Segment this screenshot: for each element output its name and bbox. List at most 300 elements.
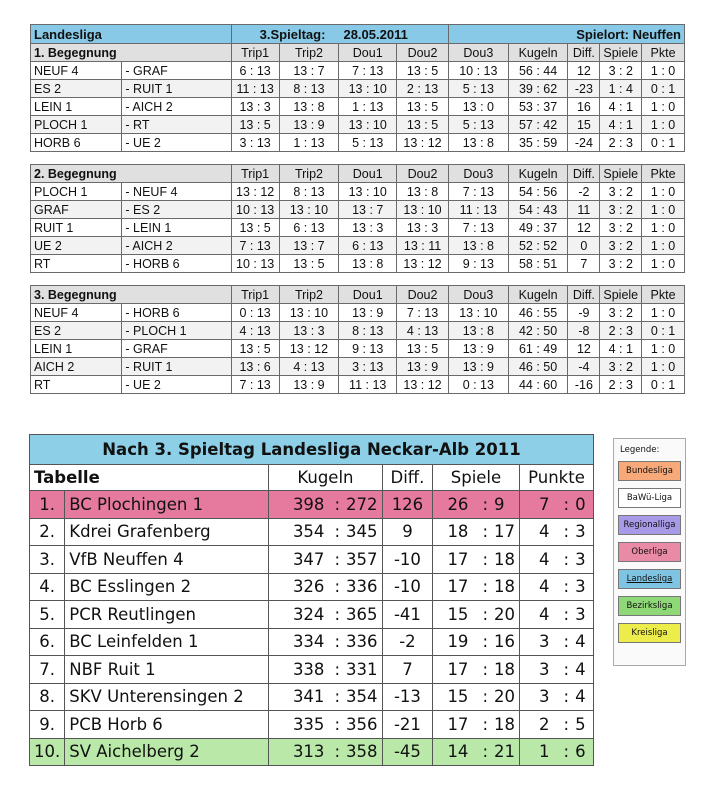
kugeln-against: 358 <box>346 742 378 762</box>
column-header: Dou2 <box>397 286 449 304</box>
kugeln-against-cell <box>326 738 382 766</box>
score-cell: 6 : 13 <box>279 219 339 237</box>
spiele-lost: 18 <box>494 577 515 597</box>
colon-separator: : <box>563 659 570 679</box>
round-label: 3.Spieltag: <box>259 26 326 42</box>
score-cell: 1 : 0 <box>642 304 685 322</box>
punkte-lost: 3 <box>575 604 586 624</box>
score-cell: 3 : 2 <box>600 304 642 322</box>
colon-separator: : <box>563 494 570 514</box>
kugeln-for: 338 <box>268 656 326 684</box>
away-team: - RUIT 1 <box>122 358 231 376</box>
column-header: Dou3 <box>448 165 508 183</box>
diff: -13 <box>382 683 432 711</box>
home-team: HORB 6 <box>31 134 122 152</box>
score-cell: 54 : 56 <box>508 183 568 201</box>
score-cell: 10 : 13 <box>231 255 279 273</box>
home-team: RT <box>31 255 122 273</box>
spiele-won: 15 <box>432 683 472 711</box>
kugeln-for: 347 <box>268 546 326 574</box>
away-team: - AICH 2 <box>122 237 231 255</box>
team-name: VfB Neuffen 4 <box>65 546 269 574</box>
home-team: NEUF 4 <box>31 304 122 322</box>
kugeln-against-cell <box>326 573 382 601</box>
team-name: BC Plochingen 1 <box>65 491 269 519</box>
punkte-lost-cell <box>554 518 594 546</box>
colon-separator: : <box>563 687 570 707</box>
score-cell: 0 : 1 <box>642 80 685 98</box>
match-row <box>31 62 685 80</box>
score-cell: 13 : 5 <box>397 340 449 358</box>
punkte-lost-cell <box>554 656 594 684</box>
kugeln-against-cell <box>326 518 382 546</box>
score-cell: 12 <box>568 62 600 80</box>
score-cell: 5 : 13 <box>339 134 397 152</box>
away-team: - PLOCH 1 <box>122 322 231 340</box>
score-cell: 13 : 3 <box>339 219 397 237</box>
score-cell: 4 : 13 <box>231 322 279 340</box>
diff: 9 <box>382 518 432 546</box>
match-day-header <box>31 25 685 44</box>
spiele-lost-cell <box>472 628 519 656</box>
score-cell: 5 : 13 <box>448 116 508 134</box>
colon-separator: : <box>482 714 488 734</box>
team-name: NBF Ruit 1 <box>65 656 269 684</box>
score-cell: 13 : 8 <box>448 322 508 340</box>
score-cell: 4 : 1 <box>600 340 642 358</box>
column-header: Kugeln <box>508 44 568 62</box>
kugeln-against-cell <box>326 628 382 656</box>
column-header: Trip1 <box>231 286 279 304</box>
colon-separator: : <box>563 714 570 734</box>
score-cell: 8 : 13 <box>339 322 397 340</box>
venue: Spielort: Neuffen <box>448 25 684 44</box>
spiele-lost: 20 <box>494 604 515 624</box>
score-cell: 42 : 50 <box>508 322 568 340</box>
kugeln-for: 326 <box>268 573 326 601</box>
spacer-cell <box>31 273 685 286</box>
away-team: - HORB 6 <box>122 304 231 322</box>
legend-item: Bundesliga <box>618 461 681 481</box>
score-cell: 61 : 49 <box>508 340 568 358</box>
home-team: NEUF 4 <box>31 62 122 80</box>
league-name: Landesliga <box>31 25 232 44</box>
column-header: Diff. <box>568 165 600 183</box>
legend-title: Legende: <box>620 445 660 455</box>
home-team: ES 2 <box>31 80 122 98</box>
encounter-header-row <box>31 165 685 183</box>
score-cell: 13 : 10 <box>339 80 397 98</box>
home-team: ES 2 <box>31 322 122 340</box>
legend-item: Kreisliga <box>618 623 681 643</box>
spiele-lost-cell <box>472 711 519 739</box>
column-header: Dou1 <box>339 165 397 183</box>
spiele-lost: 18 <box>494 549 515 569</box>
match-date: 28.05.2011 <box>343 26 408 42</box>
score-cell: 5 : 13 <box>448 80 508 98</box>
score-cell: 1 : 0 <box>642 201 685 219</box>
away-team: - ES 2 <box>122 201 231 219</box>
score-cell: 9 : 13 <box>448 255 508 273</box>
away-team: - AICH 2 <box>122 98 231 116</box>
score-cell: 49 : 37 <box>508 219 568 237</box>
score-cell: 12 <box>568 340 600 358</box>
score-cell: -9 <box>568 304 600 322</box>
away-team: - GRAF <box>122 340 231 358</box>
standings-row <box>30 546 594 574</box>
match-row <box>31 80 685 98</box>
score-cell: 13 : 7 <box>339 201 397 219</box>
home-team: AICH 2 <box>31 358 122 376</box>
kugeln-against: 336 <box>346 632 378 652</box>
colon-separator: : <box>334 714 340 734</box>
away-team: - RUIT 1 <box>122 80 231 98</box>
spiele-won: 14 <box>432 738 472 766</box>
team-name: BC Esslingen 2 <box>65 573 269 601</box>
score-cell: 53 : 37 <box>508 98 568 116</box>
away-team: - NEUF 4 <box>122 183 231 201</box>
colon-separator: : <box>482 522 488 542</box>
score-cell: 1 : 0 <box>642 62 685 80</box>
score-cell: 13 : 12 <box>397 376 449 394</box>
score-cell: 4 : 1 <box>600 98 642 116</box>
score-cell: 56 : 44 <box>508 62 568 80</box>
punkte-lost-cell <box>554 738 594 766</box>
encounter-spacer <box>31 152 685 165</box>
rank: 2. <box>30 518 65 546</box>
score-cell: 13 : 10 <box>397 201 449 219</box>
match-row <box>31 304 685 322</box>
punkte-lost: 6 <box>575 742 586 762</box>
column-header: Trip1 <box>231 44 279 62</box>
score-cell: 8 : 13 <box>279 183 339 201</box>
score-cell: 6 : 13 <box>339 237 397 255</box>
away-team: - LEIN 1 <box>122 219 231 237</box>
column-header: Diff. <box>568 44 600 62</box>
rank: 6. <box>30 628 65 656</box>
kugeln-against-cell <box>326 491 382 519</box>
spiele-lost-cell <box>472 546 519 574</box>
score-cell: 11 : 13 <box>339 376 397 394</box>
header-spiele: Spiele <box>432 465 519 491</box>
punkte-lost: 3 <box>575 522 586 542</box>
punkte-lost: 4 <box>575 659 586 679</box>
score-cell: 1 : 13 <box>339 98 397 116</box>
colon-separator: : <box>482 659 488 679</box>
match-row <box>31 358 685 376</box>
rank: 8. <box>30 683 65 711</box>
diff: 126 <box>382 491 432 519</box>
column-header: Kugeln <box>508 165 568 183</box>
spiele-lost-cell <box>472 738 519 766</box>
score-cell: 13 : 8 <box>279 98 339 116</box>
away-team: - RT <box>122 116 231 134</box>
punkte-won: 4 <box>520 601 554 629</box>
kugeln-against: 272 <box>346 494 378 514</box>
team-name: SKV Unterensingen 2 <box>65 683 269 711</box>
column-header: Trip1 <box>231 165 279 183</box>
spiele-lost: 16 <box>494 632 515 652</box>
score-cell: 7 : 13 <box>231 237 279 255</box>
score-cell: 13 : 8 <box>339 255 397 273</box>
score-cell: 13 : 5 <box>231 219 279 237</box>
score-cell: 1 : 0 <box>642 183 685 201</box>
home-team: LEIN 1 <box>31 340 122 358</box>
rank: 5. <box>30 601 65 629</box>
score-cell: 15 <box>568 116 600 134</box>
spacer-cell <box>31 152 685 165</box>
column-header: Dou3 <box>448 286 508 304</box>
legend-item: Oberliga <box>618 542 681 562</box>
punkte-lost: 3 <box>575 549 586 569</box>
colon-separator: : <box>334 522 340 542</box>
score-cell: 12 <box>568 219 600 237</box>
score-cell: 13 : 12 <box>279 340 339 358</box>
colon-separator: : <box>563 549 570 569</box>
column-header: Dou1 <box>339 44 397 62</box>
score-cell: 35 : 59 <box>508 134 568 152</box>
score-cell: 4 : 13 <box>397 322 449 340</box>
home-team: RUIT 1 <box>31 219 122 237</box>
score-cell: 1 : 0 <box>642 98 685 116</box>
score-cell: -23 <box>568 80 600 98</box>
legend-item: Bezirksliga <box>618 596 681 616</box>
score-cell: 46 : 50 <box>508 358 568 376</box>
colon-separator: : <box>563 632 570 652</box>
score-cell: 7 : 13 <box>231 376 279 394</box>
kugeln-for: 313 <box>268 738 326 766</box>
header-diff: Diff. <box>382 465 432 491</box>
standings-row <box>30 601 594 629</box>
encounter-spacer <box>31 273 685 286</box>
punkte-won: 3 <box>520 656 554 684</box>
spiele-won: 17 <box>432 573 472 601</box>
score-cell: 0 : 13 <box>231 304 279 322</box>
punkte-lost-cell <box>554 573 594 601</box>
kugeln-against: 365 <box>346 604 378 624</box>
score-cell: 58 : 51 <box>508 255 568 273</box>
column-header: Dou1 <box>339 286 397 304</box>
colon-separator: : <box>334 494 340 514</box>
column-header: Pkte <box>642 286 685 304</box>
score-cell: 13 : 7 <box>279 237 339 255</box>
spiele-lost-cell <box>472 491 519 519</box>
score-cell: 11 : 13 <box>231 80 279 98</box>
score-cell: 3 : 2 <box>600 62 642 80</box>
colon-separator: : <box>334 604 340 624</box>
score-cell: 13 : 9 <box>279 116 339 134</box>
round-date <box>231 25 448 44</box>
punkte-lost: 0 <box>575 494 586 514</box>
match-row <box>31 116 685 134</box>
score-cell: 3 : 13 <box>231 134 279 152</box>
away-team: - UE 2 <box>122 134 231 152</box>
legend-item: Landesliga <box>618 569 681 589</box>
team-name: Kdrei Grafenberg <box>65 518 269 546</box>
score-cell: 11 : 13 <box>448 201 508 219</box>
encounter-title: 1. Begegnung <box>31 44 232 62</box>
colon-separator: : <box>563 522 570 542</box>
score-cell: 7 : 13 <box>448 219 508 237</box>
spiele-lost-cell <box>472 573 519 601</box>
kugeln-against-cell <box>326 711 382 739</box>
legend-item: BaWü-Liga <box>618 488 681 508</box>
punkte-won: 4 <box>520 546 554 574</box>
score-cell: -16 <box>568 376 600 394</box>
kugeln-for: 354 <box>268 518 326 546</box>
score-cell: 13 : 5 <box>231 116 279 134</box>
column-header: Spiele <box>600 165 642 183</box>
kugeln-against: 345 <box>346 522 378 542</box>
kugeln-against-cell <box>326 656 382 684</box>
colon-separator: : <box>482 549 488 569</box>
score-cell: 6 : 13 <box>231 62 279 80</box>
spiele-lost: 18 <box>494 659 515 679</box>
punkte-won: 4 <box>520 573 554 601</box>
score-cell: 13 : 12 <box>397 255 449 273</box>
score-cell: 13 : 6 <box>231 358 279 376</box>
header-punkte: Punkte <box>520 465 594 491</box>
colon-separator: : <box>563 577 570 597</box>
score-cell: 2 : 3 <box>600 376 642 394</box>
diff: -41 <box>382 601 432 629</box>
away-team: - HORB 6 <box>122 255 231 273</box>
score-cell: 13 : 10 <box>448 304 508 322</box>
colon-separator: : <box>482 494 488 514</box>
rank: 1. <box>30 491 65 519</box>
column-header: Dou3 <box>448 44 508 62</box>
encounter-header-row <box>31 286 685 304</box>
colon-separator: : <box>482 687 488 707</box>
score-cell: 39 : 62 <box>508 80 568 98</box>
score-cell: 1 : 0 <box>642 340 685 358</box>
punkte-lost: 4 <box>575 687 586 707</box>
kugeln-for: 324 <box>268 601 326 629</box>
encounter-header-row <box>31 44 685 62</box>
column-header: Pkte <box>642 165 685 183</box>
diff: -2 <box>382 628 432 656</box>
league-legend <box>613 438 686 666</box>
colon-separator: : <box>482 742 488 762</box>
punkte-lost-cell <box>554 491 594 519</box>
score-cell: 7 <box>568 255 600 273</box>
colon-separator: : <box>334 577 340 597</box>
score-cell: 54 : 43 <box>508 201 568 219</box>
column-header: Dou2 <box>397 44 449 62</box>
punkte-won: 1 <box>520 738 554 766</box>
punkte-won: 4 <box>520 518 554 546</box>
spiele-lost-cell <box>472 683 519 711</box>
score-cell: 1 : 13 <box>279 134 339 152</box>
diff: -10 <box>382 546 432 574</box>
score-cell: 7 : 13 <box>339 62 397 80</box>
score-cell: 4 : 13 <box>279 358 339 376</box>
score-cell: 13 : 0 <box>448 98 508 116</box>
score-cell: 44 : 60 <box>508 376 568 394</box>
punkte-won: 3 <box>520 683 554 711</box>
colon-separator: : <box>563 742 570 762</box>
score-cell: 8 : 13 <box>279 80 339 98</box>
colon-separator: : <box>563 604 570 624</box>
score-cell: 2 : 3 <box>600 322 642 340</box>
encounter-title: 3. Begegnung <box>31 286 232 304</box>
match-row <box>31 98 685 116</box>
score-cell: 13 : 12 <box>397 134 449 152</box>
punkte-won: 3 <box>520 628 554 656</box>
spiele-lost-cell <box>472 518 519 546</box>
colon-separator: : <box>334 549 340 569</box>
score-cell: 13 : 5 <box>231 340 279 358</box>
score-cell: 3 : 2 <box>600 201 642 219</box>
standings-header-row <box>30 465 594 491</box>
score-cell: 4 : 1 <box>600 116 642 134</box>
spiele-won: 17 <box>432 711 472 739</box>
home-team: PLOCH 1 <box>31 116 122 134</box>
score-cell: 3 : 13 <box>339 358 397 376</box>
column-header: Dou2 <box>397 165 449 183</box>
score-cell: 13 : 5 <box>397 62 449 80</box>
spiele-won: 18 <box>432 518 472 546</box>
score-cell: 10 : 13 <box>231 201 279 219</box>
kugeln-against: 356 <box>346 714 378 734</box>
score-cell: 13 : 11 <box>397 237 449 255</box>
score-cell: 2 : 13 <box>397 80 449 98</box>
score-cell: 1 : 4 <box>600 80 642 98</box>
match-row <box>31 201 685 219</box>
kugeln-for: 335 <box>268 711 326 739</box>
score-cell: 13 : 8 <box>397 183 449 201</box>
score-cell: 13 : 3 <box>279 322 339 340</box>
punkte-won: 7 <box>520 491 554 519</box>
score-cell: 11 <box>568 201 600 219</box>
score-cell: 13 : 10 <box>279 304 339 322</box>
score-cell: 0 <box>568 237 600 255</box>
home-team: RT <box>31 376 122 394</box>
team-name: PCB Horb 6 <box>65 711 269 739</box>
score-cell: 13 : 9 <box>339 304 397 322</box>
score-cell: 13 : 5 <box>279 255 339 273</box>
punkte-lost-cell <box>554 683 594 711</box>
score-cell: 13 : 9 <box>397 358 449 376</box>
score-cell: 16 <box>568 98 600 116</box>
standings-row <box>30 711 594 739</box>
column-header: Kugeln <box>508 286 568 304</box>
colon-separator: : <box>334 632 340 652</box>
rank: 7. <box>30 656 65 684</box>
kugeln-against: 354 <box>346 687 378 707</box>
colon-separator: : <box>334 742 340 762</box>
punkte-lost-cell <box>554 628 594 656</box>
punkte-lost-cell <box>554 711 594 739</box>
spiele-lost: 9 <box>494 494 505 514</box>
score-cell: 7 : 13 <box>448 183 508 201</box>
punkte-lost: 3 <box>575 577 586 597</box>
score-cell: 46 : 55 <box>508 304 568 322</box>
rank: 10. <box>30 738 65 766</box>
score-cell: 13 : 9 <box>448 358 508 376</box>
spiele-won: 15 <box>432 601 472 629</box>
column-header: Diff. <box>568 286 600 304</box>
punkte-lost: 4 <box>575 632 586 652</box>
score-cell: 13 : 10 <box>339 183 397 201</box>
punkte-lost-cell <box>554 601 594 629</box>
match-row <box>31 340 685 358</box>
spiele-won: 17 <box>432 656 472 684</box>
diff: -10 <box>382 573 432 601</box>
score-cell: 13 : 5 <box>397 98 449 116</box>
match-results-table <box>30 24 685 394</box>
score-cell: 1 : 0 <box>642 358 685 376</box>
